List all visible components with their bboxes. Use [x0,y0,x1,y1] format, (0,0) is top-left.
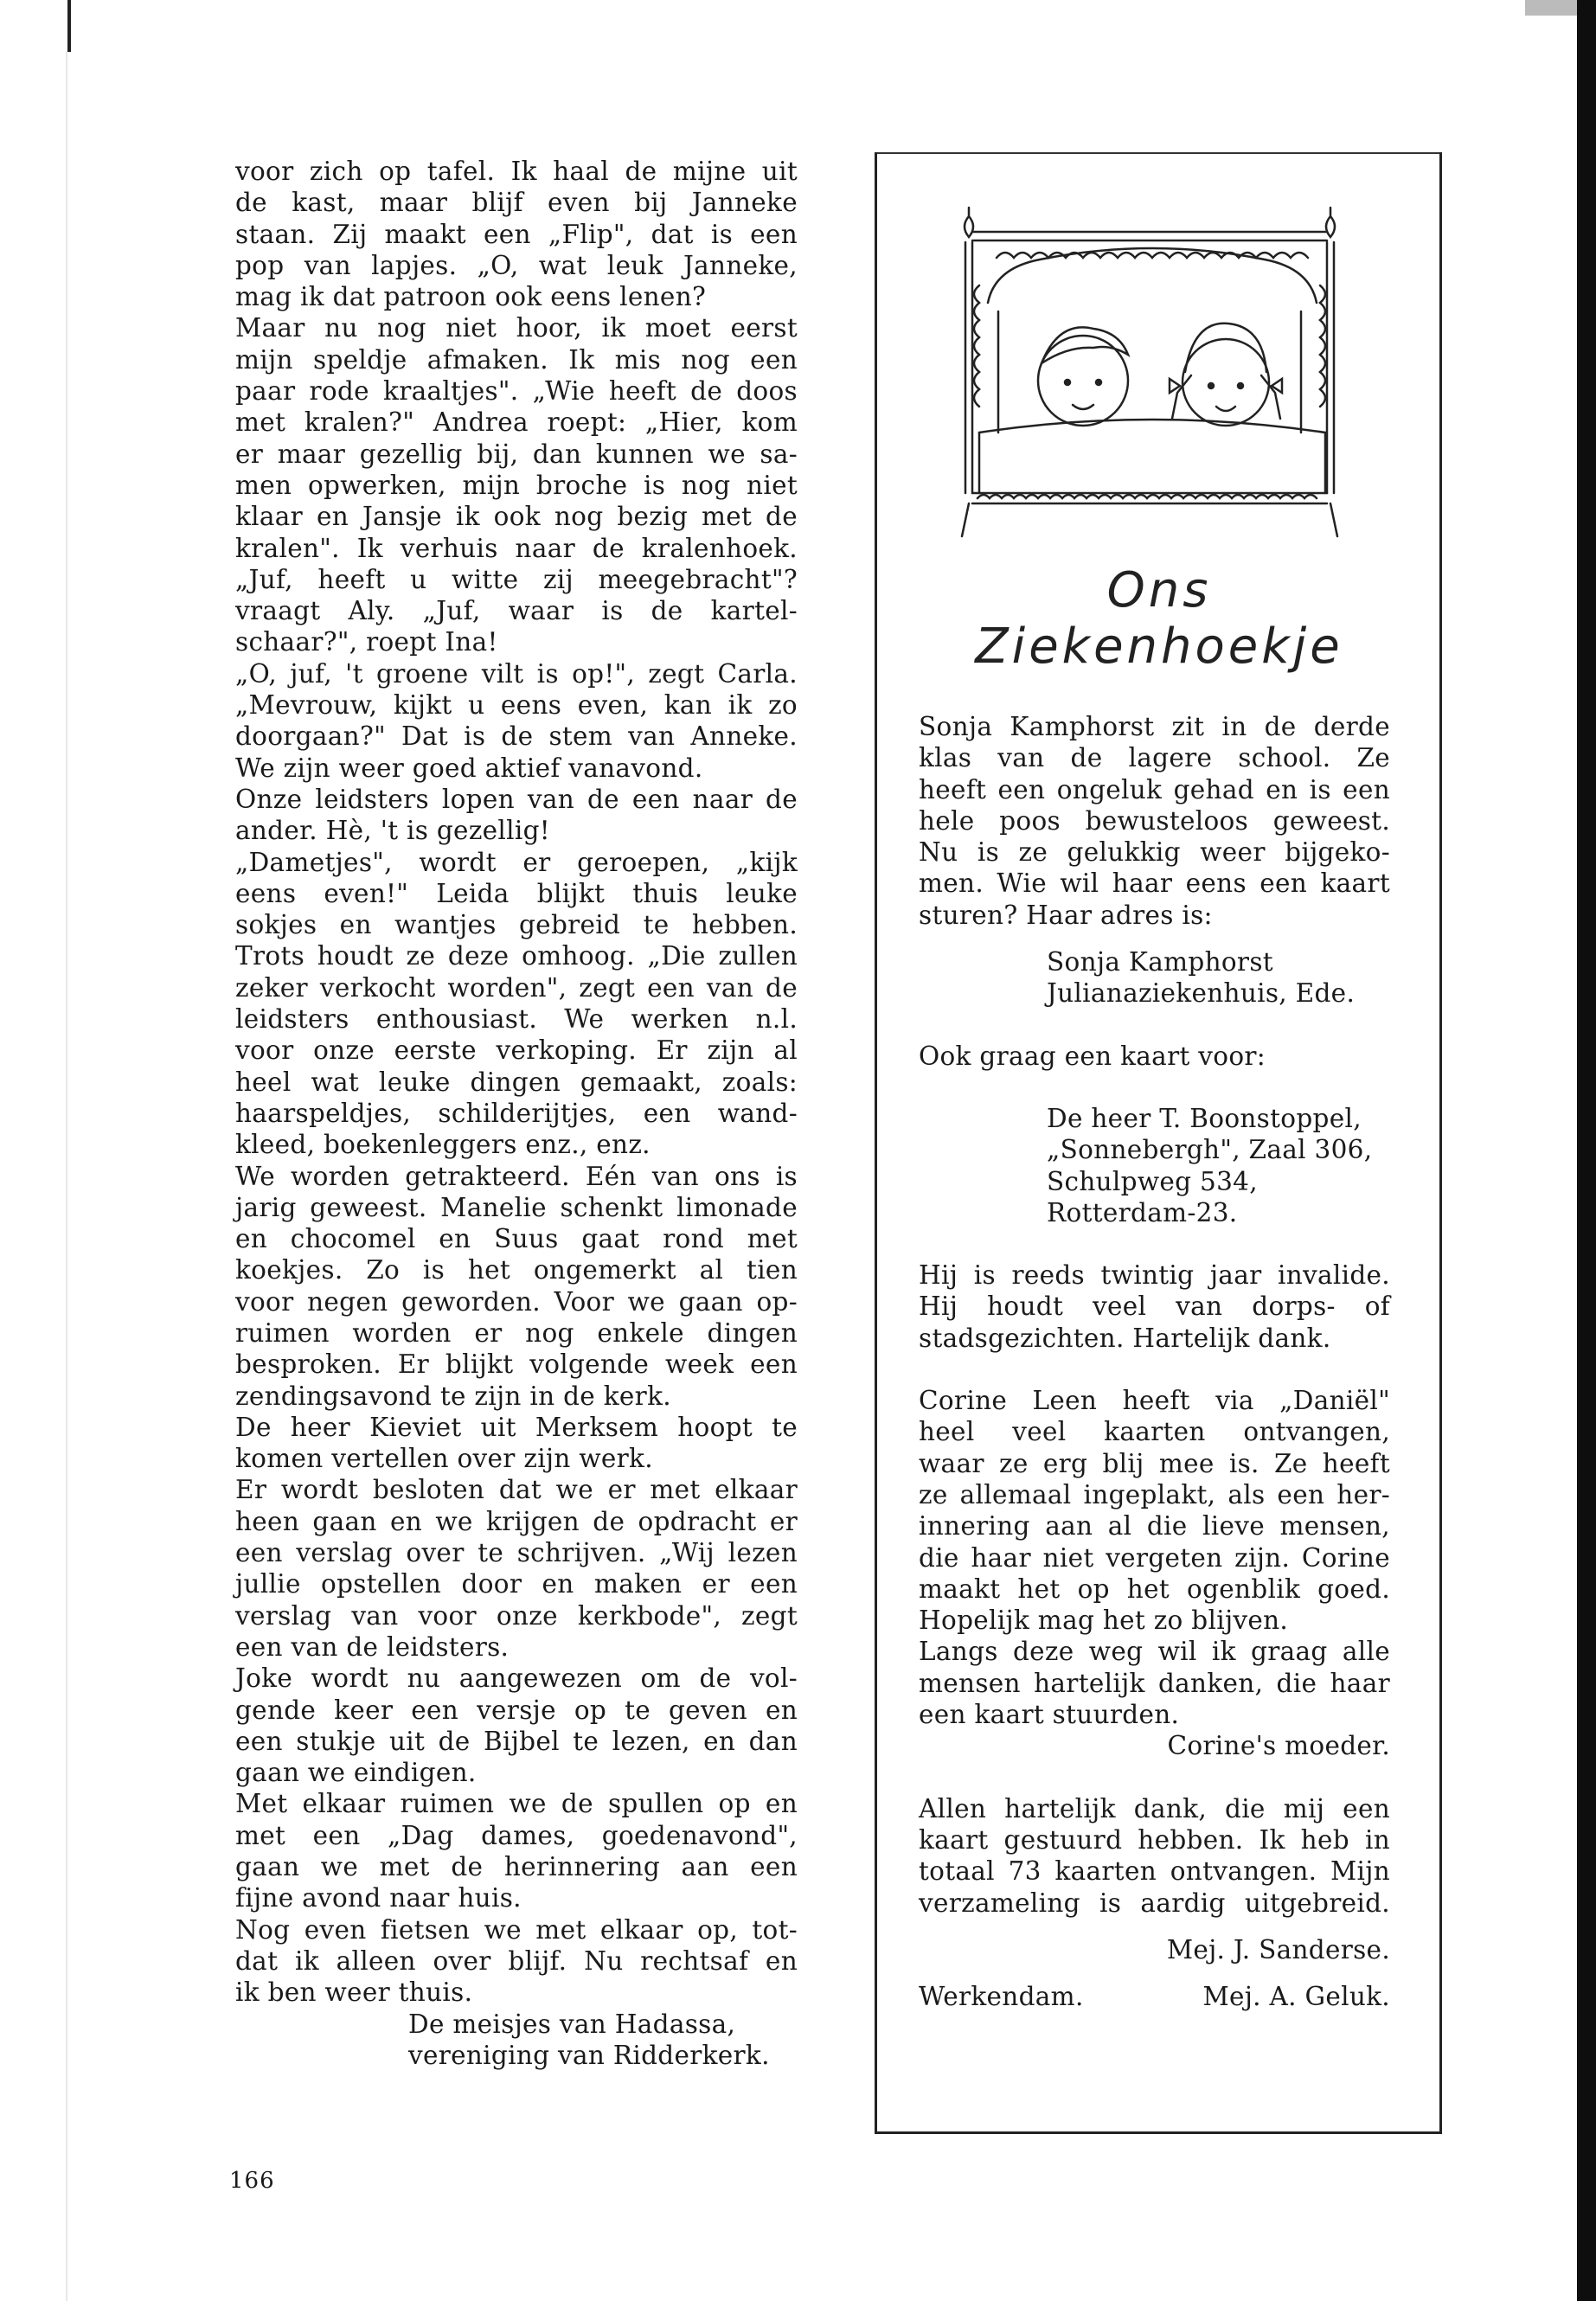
text-line: een van de leidsters. [235,1631,510,1662]
text-line: We worden getrakteerd. Eén van ons is [235,1161,798,1191]
text-line: kaart gestuurd hebben. Ik heb in [919,1824,1390,1855]
scan-edge-left [67,0,71,52]
text-line: hele poos bewusteloos geweest. [919,805,1390,836]
text-line: Trots houdt ze deze omhoog. „Die zullen [235,941,798,971]
text-line: stadsgezichten. Hartelijk dank. [919,1323,1331,1353]
text-line: gende keer een versje op te geven en [235,1695,798,1725]
children-in-bed-illustration [945,190,1377,588]
address-line: Rotterdam-23. [1047,1197,1238,1227]
place-name: Werkendam. [919,1982,1084,2012]
text-line: een stukje uit de Bijbel te lezen, en dan [235,1726,798,1756]
text-line: verslag van voor onze kerkbode", zegt [235,1600,798,1631]
text-line: heel wat leuke dingen gemaakt, zoals: [235,1067,798,1097]
text-line: leidsters enthousiast. We werken n.l. [235,1004,798,1035]
text-line: Allen hartelijk dank, die mij een [919,1793,1390,1823]
text-line: voor negen geworden. Voor we gaan op- [235,1286,798,1317]
text-line: sokjes en wantjes gebreid te hebben. [235,910,798,940]
text-line: klas van de lagere school. Ze [919,743,1390,773]
signature-corine: Corine's moeder. [1167,1731,1390,1761]
text-line: klaar en Jansje ik ook nog bezig met de [235,502,798,532]
text-line: „Mevrouw, kijkt u eens even, kan ik zo [235,690,798,721]
text-line: Nog even fietsen we met elkaar op, tot- [235,1914,798,1945]
text-line: jullie opstellen door en maken er een [235,1569,798,1599]
text-line: innering aan al die lieve mensen, [919,1511,1390,1541]
text-line: sturen? Haar adres is: [919,900,1213,930]
address-line: Schulpweg 534, [1047,1166,1258,1196]
text-line: heen gaan en we krijgen de opdracht er [235,1506,798,1536]
text-line: eens even!" Leida blijkt thuis leuke [235,878,798,908]
text-line: men. Wie wil haar eens een kaart [919,868,1390,899]
box-heading: Ons Ziekenhoekje [975,562,1343,675]
text-line: schaar?", roept Ina! [235,627,498,657]
text-line: „Juf, heeft u witte zij meegebracht"? [235,564,798,594]
text-line: Langs deze weg wil ik graag alle [919,1637,1390,1667]
text-line: kralen". Ik verhuis naar de kralenhoek. [235,533,798,563]
text-line: mag ik dat patroon ook eens lenen? [235,282,707,312]
text-line: Hij houdt veel van dorps- of [919,1292,1390,1322]
signature-sanderse: Mej. J. Sanderse. [1166,1934,1390,1965]
text-line: voor onze eerste verkoping. Er zijn al [235,1035,798,1066]
text-line: fijne avond naar huis. [235,1883,522,1913]
text-line: men opwerken, mijn broche is nog niet [235,470,798,500]
text-line: Sonja Kamphorst zit in de derde [919,712,1390,741]
scan-edge-left-shadow [66,52,67,2301]
text-line: gaan we eindigen. [235,1758,477,1788]
text-line: Onze leidsters lopen van de een naar de [235,784,798,814]
text-line: ander. Hè, 't is gezellig! [235,816,550,846]
ziekenhoekje-content [919,711,1390,2012]
text-line: kleed, boekenleggers enz., enz. [235,1130,651,1160]
article-signature-line: vereniging van Ridderkerk. [408,2040,770,2070]
text-line: Joke wordt nu aangewezen om de vol- [235,1663,798,1694]
text-line: besproken. Er blijkt volgende week een [235,1349,798,1380]
text-line: vraagt Aly. „Juf, waar is de kartel- [235,596,798,626]
text-line: jarig geweest. Manelie schenkt limonade [235,1192,798,1222]
text-line: Ook graag een kaart voor: [919,1041,1266,1071]
text-line: pop van lapjes. „O, wat leuk Janneke, [235,250,798,280]
scan-edge-right-top [1525,0,1577,16]
text-line: waar ze erg blij mee is. Ze heeft [919,1448,1390,1478]
text-line: zeker verkocht worden", zegt een van de [235,972,798,1003]
text-line: doorgaan?" Dat is de stem van Anneke. [235,721,798,752]
text-line: Er wordt besloten dat we er met elkaar [235,1475,798,1505]
address-line: Sonja Kamphorst [1047,947,1273,977]
text-line: komen vertellen over zijn werk. [235,1444,653,1474]
text-line: heel veel kaarten ontvangen, [919,1417,1390,1447]
text-line: Met elkaar ruimen we de spullen op en [235,1789,798,1819]
text-line: ze allemaal ingeplakt, als een her- [919,1479,1390,1509]
text-line: zendingsavond te zijn in de kerk. [235,1381,671,1411]
text-line: voor zich op tafel. Ik haal de mijne uit [235,157,798,186]
signature-geluk: Mej. A. Geluk. [1202,1982,1390,2012]
scan-edge-right [1577,0,1596,2301]
text-line: heeft een ongeluk gehad en is een [919,774,1390,804]
text-line: gaan we met de herinnering aan een [235,1852,798,1882]
text-line: een verslag over te schrijven. „Wij lezen [235,1538,798,1568]
address-line: „Sonnebergh", Zaal 306, [1047,1135,1373,1165]
text-line: Corine Leen heeft via „Daniël" [919,1386,1390,1416]
text-line: en chocomel en Suus gaat rond met [235,1224,798,1254]
text-line: mensen hartelijk danken, die haar [919,1668,1390,1698]
text-line: Hij is reeds twintig jaar invalide. [919,1260,1390,1291]
text-line: staan. Zij maakt een „Flip", dat is een [235,219,798,249]
text-line: die haar niet vergeten zijn. Corine [919,1542,1390,1573]
text-line: Maar nu nog niet hoor, ik moet eerst [235,313,798,343]
text-line: de kast, maar blijf even bij Janneke [235,188,798,218]
text-line: ruimen worden er nog enkele dingen [235,1317,798,1348]
text-line: Hopelijk mag het zo blijven. [919,1606,1289,1636]
text-line: dat ik alleen over blijf. Nu rechtsaf en [235,1945,798,1976]
place-and-signature [919,1981,1390,2012]
text-line: met een „Dag dames, goedenavond", [235,1820,798,1850]
text-line: totaal 73 kaarten ontvangen. Mijn [919,1856,1390,1887]
address-line: De heer T. Boonstoppel, [1047,1103,1362,1133]
text-line: er maar gezellig bij, dan kunnen we sa- [235,439,798,469]
text-line: paar rode kraaltjes". „Wie heeft de doos [235,376,798,407]
text-line: haarspeldjes, schilderijtjes, een wand- [235,1098,798,1128]
text-line: Nu is ze gelukkig weer bijgeko- [919,837,1390,868]
text-line: ik ben weer thuis. [235,1977,473,2008]
text-line: koekjes. Zo is het ongemerkt al tien [235,1255,798,1285]
address-line: Julianaziekenhuis, Ede. [1047,978,1356,1009]
text-line: een kaart stuurden. [919,1700,1180,1730]
text-line: „Dametjes", wordt er geroepen, „kijk [235,847,798,877]
left-column-article [235,156,798,2071]
text-line: met kralen?" Andrea roept: „Hier, kom [235,407,798,438]
text-line: mijn speldje afmaken. Ik mis nog een [235,344,798,375]
text-line: „O, juf, 't groene vilt is op!", zegt Carla. [235,658,798,689]
article-signature-line: De meisjes van Hadassa, [408,2009,736,2039]
text-line: We zijn weer goed aktief vanavond. [235,753,703,783]
text-line: De heer Kieviet uit Merksem hoopt te [235,1412,798,1442]
page-number: 166 [229,2168,275,2194]
text-line: verzameling is aardig uitgebreid. [919,1888,1390,1918]
text-line: maakt het op het ogenblik goed. [919,1574,1390,1604]
